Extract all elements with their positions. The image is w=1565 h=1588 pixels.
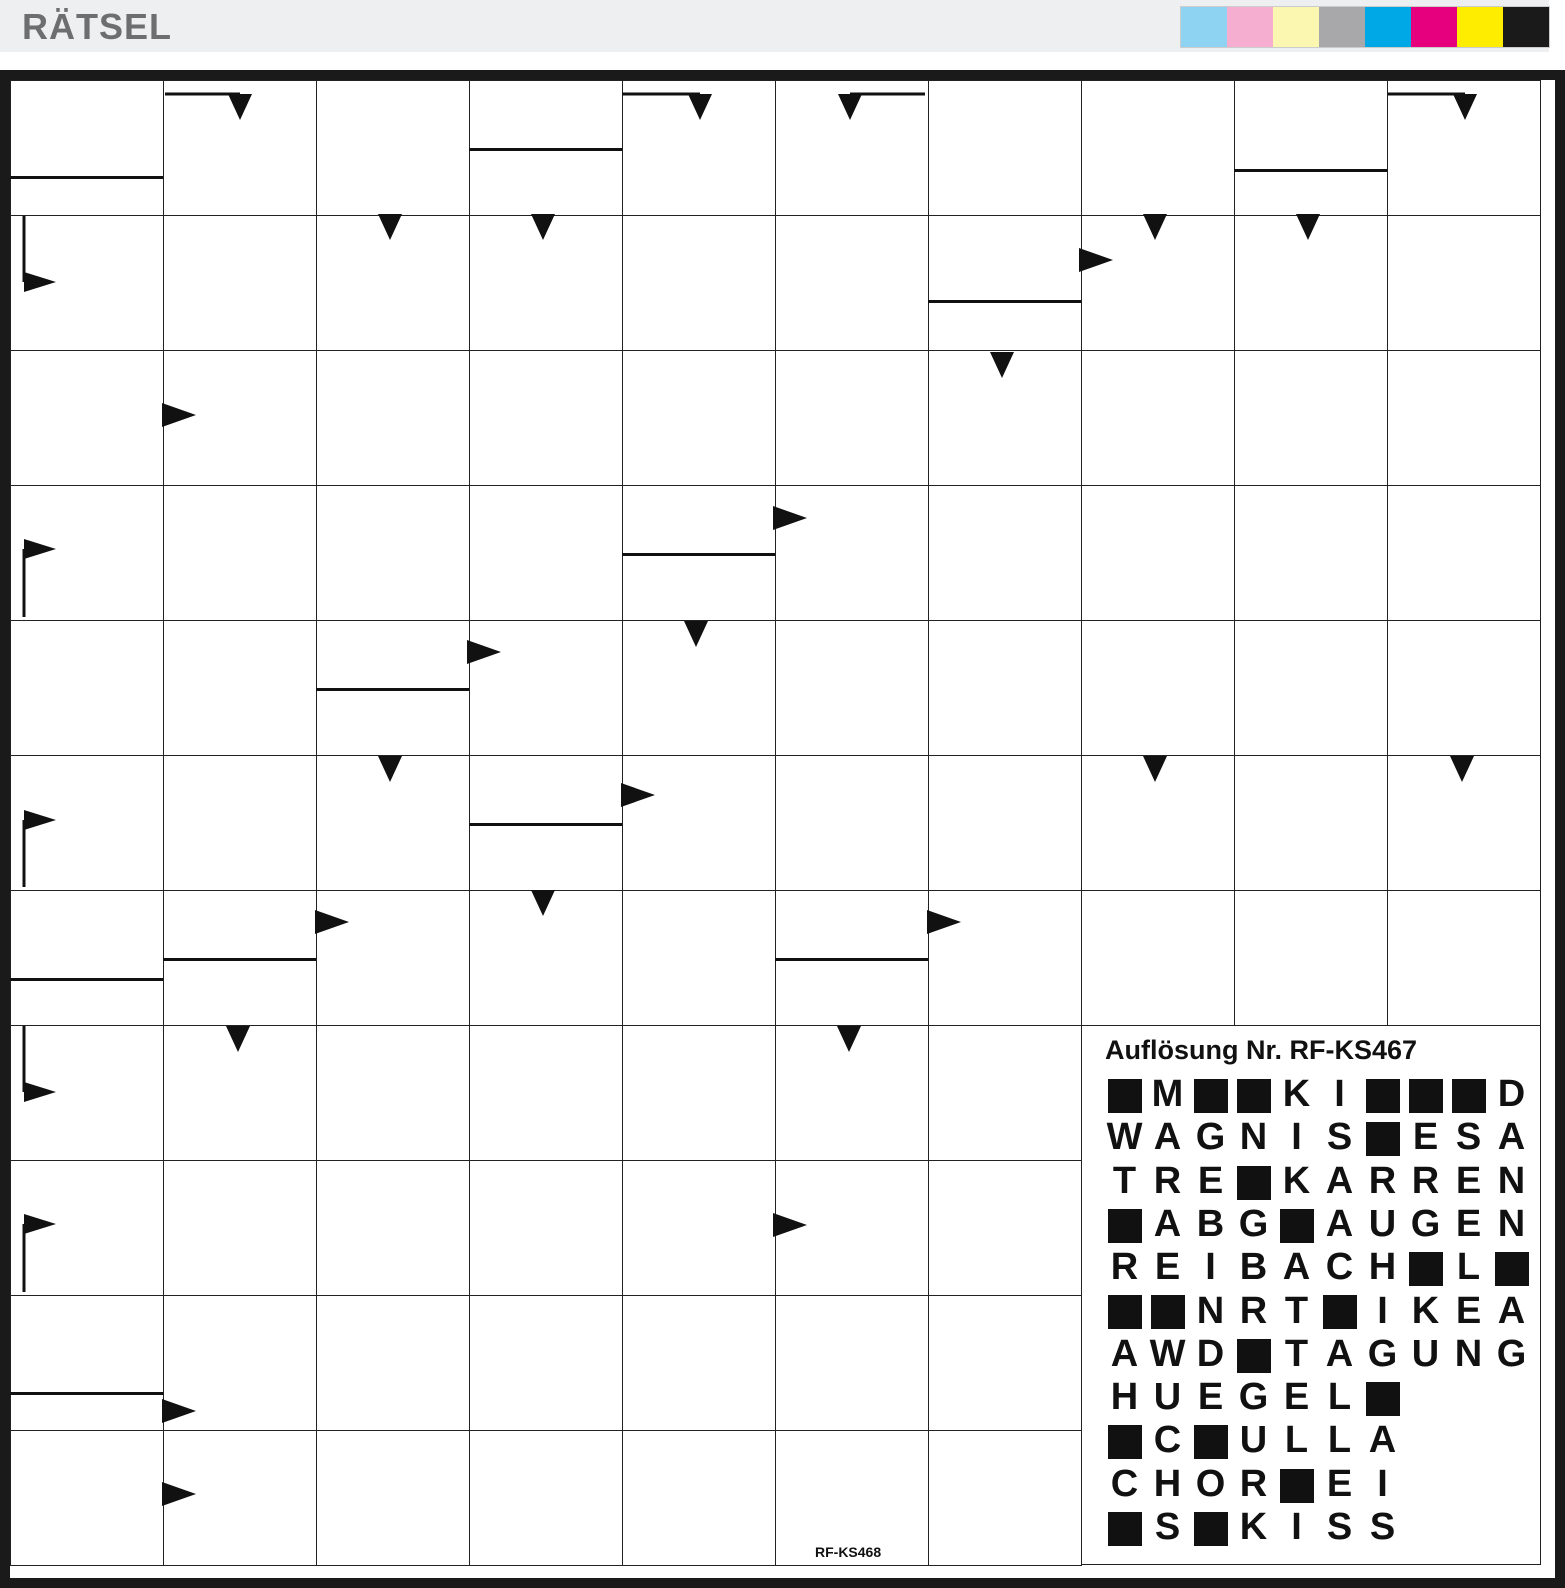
arrow-down-icon <box>837 1026 861 1054</box>
answer-cell[interactable] <box>928 1160 1082 1296</box>
answer-cell[interactable] <box>163 620 317 756</box>
black-square <box>1366 1079 1400 1113</box>
arrow-right-icon <box>621 783 655 807</box>
arrow-bent-right-icon <box>22 810 62 889</box>
clue-abk-oberinspektor <box>624 1162 775 1293</box>
clue-vorname-der-derek <box>1083 622 1234 753</box>
solution-row: C H O R E I <box>1110 1462 1388 1505</box>
arrow-bent-right-icon <box>22 216 62 296</box>
black-square <box>1151 1295 1185 1329</box>
color-swatch <box>1227 7 1273 47</box>
black-square <box>1452 1079 1486 1113</box>
black-square <box>1237 1166 1271 1200</box>
puzzle-code: RF-KS468 <box>815 1544 882 1560</box>
clue-teil-des-kehlkopfes <box>12 352 163 483</box>
black-square <box>1495 1252 1529 1286</box>
answer-cell[interactable] <box>1234 485 1388 621</box>
black-square <box>1409 1252 1443 1286</box>
clue-divider <box>163 958 316 961</box>
answer-cell[interactable] <box>928 1025 1082 1161</box>
arrow-right-icon <box>162 1482 196 1506</box>
color-swatch <box>1273 7 1319 47</box>
arrow-down-icon <box>684 621 708 649</box>
answer-cell[interactable] <box>316 1025 470 1161</box>
answer-cell[interactable] <box>928 620 1082 756</box>
answer-cell[interactable] <box>1387 215 1541 351</box>
clue-divider <box>10 1392 163 1395</box>
clue-divider <box>1234 169 1387 172</box>
clue-nordam-see <box>624 555 775 618</box>
color-swatch <box>1457 7 1503 47</box>
answer-cell[interactable] <box>928 485 1082 621</box>
color-swatch <box>1181 7 1227 47</box>
color-calibration-bar <box>1180 6 1550 48</box>
answer-cell[interactable] <box>1387 350 1541 486</box>
clue-divider <box>775 958 928 961</box>
clue-divider <box>928 300 1081 303</box>
answer-cell[interactable] <box>622 350 776 486</box>
color-swatch <box>1503 7 1549 47</box>
black-square <box>1194 1425 1228 1459</box>
answer-cell[interactable] <box>1234 755 1388 891</box>
black-square <box>1366 1122 1400 1156</box>
arrow-down-icon <box>1143 214 1167 242</box>
arrow-down-icon <box>531 214 555 242</box>
solution-row: W A G N I S E S A <box>1106 1116 1526 1159</box>
color-swatch <box>1365 7 1411 47</box>
clue-divider <box>10 978 163 981</box>
black-square <box>1194 1512 1228 1546</box>
answer-cell[interactable] <box>1081 485 1235 621</box>
solution-row: M K I D <box>1103 1073 1533 1116</box>
black-square <box>1108 1209 1142 1243</box>
clue-divider <box>622 553 775 556</box>
answer-cell[interactable] <box>316 1295 470 1431</box>
arrow-right-icon <box>162 1399 196 1423</box>
arrow-right-icon <box>773 1213 807 1237</box>
arrow-bent-right-icon <box>22 1026 62 1106</box>
header-bar <box>0 0 1549 52</box>
clue-engl-tv-musiksender <box>318 82 469 213</box>
arrow-bent-down-icon <box>838 92 939 124</box>
arrow-down-icon <box>378 214 402 242</box>
color-swatch <box>1411 7 1457 47</box>
answer-cell[interactable] <box>316 1430 470 1566</box>
solution-row: A B G A U G E N <box>1103 1203 1533 1246</box>
answer-cell[interactable] <box>1081 350 1235 486</box>
answer-cell[interactable] <box>469 1160 623 1296</box>
arrow-right-icon <box>1079 248 1113 272</box>
answer-cell[interactable] <box>928 1295 1082 1431</box>
clue-roehrchen <box>12 960 163 1023</box>
clue-pfoertnerraum <box>777 960 928 1023</box>
arrow-down-icon <box>531 890 555 918</box>
arrow-bent-right-icon <box>22 539 62 619</box>
clue-zwergbaum <box>318 690 469 753</box>
solution-row: H U E G E L <box>1103 1376 1404 1419</box>
clue-spanisch-nein <box>1389 622 1540 753</box>
answer-cell[interactable] <box>469 1025 623 1161</box>
solution-row: R E I B A C H L <box>1103 1246 1533 1289</box>
clue-sommerl-getraenk <box>12 1432 163 1563</box>
clue-divider <box>469 148 622 151</box>
black-square <box>1194 1079 1228 1113</box>
answer-cell[interactable] <box>469 350 623 486</box>
answer-cell[interactable] <box>469 485 623 621</box>
black-square <box>1108 1512 1142 1546</box>
color-swatch <box>1319 7 1365 47</box>
page-title: RÄTSEL <box>22 6 172 47</box>
answer-cell[interactable] <box>775 215 929 351</box>
arrow-down-icon <box>378 756 402 784</box>
solution-title: Auflösung Nr. RF-KS467 <box>1105 1035 1418 1065</box>
answer-cell[interactable] <box>622 215 776 351</box>
clue-entlang <box>12 1365 163 1428</box>
black-square <box>1280 1209 1314 1243</box>
clue-singvogel <box>930 285 1081 348</box>
answer-cell[interactable] <box>163 1160 317 1296</box>
answer-cell[interactable] <box>1387 890 1541 1026</box>
answer-cell[interactable] <box>928 1430 1082 1566</box>
answer-cell[interactable] <box>316 485 470 621</box>
answer-cell[interactable] <box>163 755 317 891</box>
answer-cell[interactable] <box>622 1295 776 1431</box>
answer-cell[interactable] <box>1234 620 1388 756</box>
answer-cell[interactable] <box>1234 350 1388 486</box>
clue-speisefische <box>165 960 316 1023</box>
black-square <box>1280 1469 1314 1503</box>
answer-cell[interactable] <box>775 350 929 486</box>
solution-row: C U L L A <box>1103 1419 1404 1462</box>
clue-pluspole <box>1236 150 1387 213</box>
answer-cell[interactable] <box>469 1295 623 1431</box>
answer-cell[interactable] <box>622 890 776 1026</box>
black-square <box>1108 1079 1142 1113</box>
arrow-bent-down-icon <box>610 92 714 124</box>
answer-cell[interactable] <box>163 485 317 621</box>
arrow-down-icon <box>1296 214 1320 242</box>
clue-engl-zahlwort-fuenf <box>12 622 163 753</box>
clue-histor-spanische-flotte <box>930 82 1081 213</box>
answer-cell[interactable] <box>775 620 929 756</box>
clue-nichts-boeses <box>471 825 622 888</box>
answer-cell[interactable] <box>1387 485 1541 621</box>
clue-divider <box>469 823 622 826</box>
arrow-right-icon <box>315 910 349 934</box>
arrow-down-icon <box>990 352 1014 380</box>
answer-cell[interactable] <box>622 755 776 891</box>
answer-cell[interactable] <box>622 1430 776 1566</box>
answer-cell[interactable] <box>316 350 470 486</box>
answer-cell[interactable] <box>622 1025 776 1161</box>
black-square <box>1108 1295 1142 1329</box>
arrow-down-icon <box>1143 756 1167 784</box>
crossword-board <box>10 80 1555 1578</box>
black-square <box>1237 1339 1271 1373</box>
black-square <box>1409 1079 1443 1113</box>
answer-cell[interactable] <box>163 215 317 351</box>
arrow-right-icon <box>927 910 961 934</box>
answer-cell[interactable] <box>316 1160 470 1296</box>
arrow-down-icon <box>226 1026 250 1054</box>
clue-divider <box>10 176 163 179</box>
arrow-bent-down-icon <box>153 92 254 124</box>
clue-oesterr-komponist <box>1083 82 1234 213</box>
black-square <box>1108 1425 1142 1459</box>
clue-divider <box>316 688 469 691</box>
answer-cell[interactable] <box>775 755 929 891</box>
arrow-right-icon <box>773 506 807 530</box>
black-square <box>1323 1295 1357 1329</box>
arrow-down-icon <box>1450 756 1474 784</box>
arrow-right-icon <box>162 403 196 427</box>
solution-row: A W D T A G U N G <box>1110 1332 1527 1375</box>
arrow-right-icon <box>467 640 501 664</box>
answer-cell[interactable] <box>469 1430 623 1566</box>
clue-franz-honig <box>471 150 622 213</box>
answer-cell[interactable] <box>928 755 1082 891</box>
answer-cell[interactable] <box>1234 890 1388 1026</box>
black-square <box>1366 1382 1400 1416</box>
solution-row: N R T I K E A <box>1103 1290 1533 1333</box>
solution-row: S K I S S <box>1103 1506 1404 1549</box>
arrow-bent-down-icon <box>1376 92 1479 124</box>
arrow-bent-right-icon <box>22 1214 62 1294</box>
black-square <box>1237 1079 1271 1113</box>
answer-cell[interactable] <box>1081 890 1235 1026</box>
clue-sorge <box>12 150 163 213</box>
answer-cell[interactable] <box>775 1295 929 1431</box>
solution-row: T R E K A R R E N <box>1112 1159 1526 1202</box>
